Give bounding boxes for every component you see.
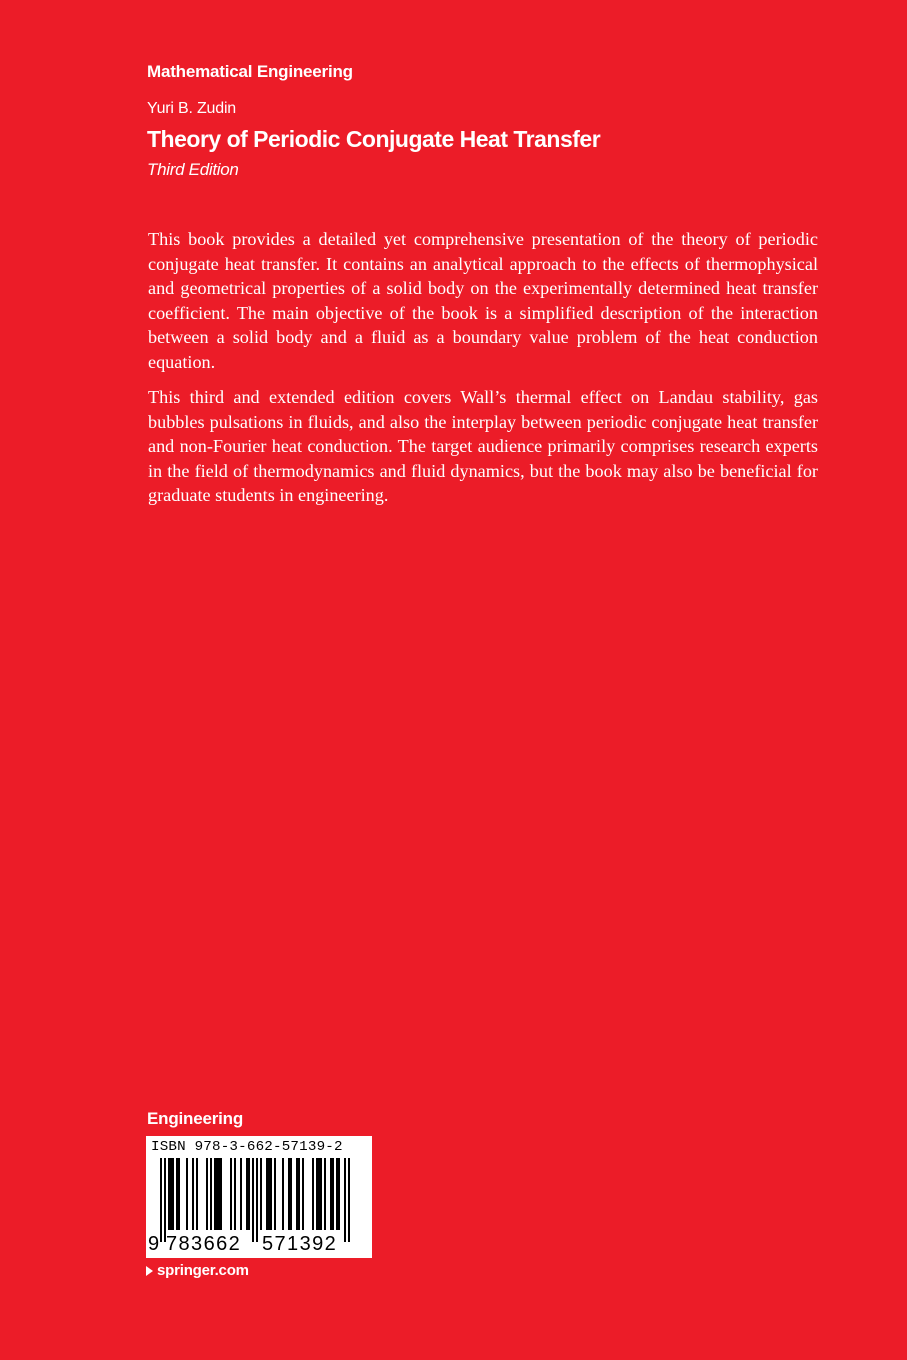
barcode-bar (274, 1158, 276, 1230)
description-paragraph-2: This third and extended edition covers Wall’s thermal effect on Landau stability, gas bubbles pulsations in fluids, and also the interplay between periodic conjugate heat transfer and non-Fourier heat conduction. The target audience primarily comprises research experts in the field of thermodynamics and fluid dynamics, but the book may also be beneficial for graduate students in engineering. (148, 387, 818, 505)
barcode-bar (218, 1158, 220, 1230)
ean-left-group: 783662 (166, 1233, 242, 1255)
barcode-bar (324, 1158, 326, 1230)
subject-category: Engineering (147, 1109, 244, 1128)
barcode-bar (186, 1158, 188, 1230)
barcode-bar (288, 1158, 290, 1230)
publisher-url: springer.com (157, 1262, 249, 1279)
ean-right-group: 571392 (262, 1233, 338, 1255)
barcode-bar (216, 1158, 218, 1230)
barcode-bar (178, 1158, 180, 1230)
barcode-bar (316, 1158, 318, 1230)
barcode-bar (206, 1158, 208, 1230)
barcode-bar (246, 1158, 248, 1230)
barcode-bar (268, 1158, 270, 1230)
publisher-link[interactable] (146, 1262, 249, 1279)
barcode-bar (160, 1158, 162, 1242)
barcode-bar (248, 1158, 250, 1230)
series-name: Mathematical Engineering (147, 62, 353, 81)
barcode-bar (332, 1158, 334, 1230)
barcode-bar (302, 1158, 304, 1230)
barcode-bar (256, 1158, 258, 1242)
barcode-bar (214, 1158, 216, 1230)
barcode-bar (348, 1158, 350, 1242)
barcode-bar (210, 1158, 212, 1230)
barcode-bar (168, 1158, 170, 1230)
barcode-bar (330, 1158, 332, 1230)
barcode-bar (298, 1158, 300, 1230)
barcode-bar (192, 1158, 194, 1230)
barcode-bar (282, 1158, 284, 1230)
barcode-bar (344, 1158, 346, 1242)
barcode-bar (336, 1158, 338, 1230)
author-name: Yuri B. Zudin (147, 100, 237, 117)
barcode-bar (270, 1158, 272, 1230)
barcode-bar (176, 1158, 178, 1230)
barcode-bar (318, 1158, 320, 1230)
barcode-bar (320, 1158, 322, 1230)
isbn-barcode (146, 1136, 372, 1258)
edition-label: Third Edition (147, 160, 239, 179)
barcode-bar (170, 1158, 172, 1230)
book-title: Theory of Periodic Conjugate Heat Transfer (147, 126, 601, 152)
barcode-bar (252, 1158, 254, 1242)
ean-first-digit: 9 (148, 1233, 160, 1255)
barcode-bar (296, 1158, 298, 1230)
barcode-bar (338, 1158, 340, 1230)
arrow-right-icon (146, 1266, 153, 1276)
book-description (148, 227, 818, 519)
barcode-bar (312, 1158, 314, 1230)
barcode-bar (266, 1158, 268, 1230)
barcode-bar (260, 1158, 262, 1230)
description-paragraph-1: This book provides a detailed yet comprehensive presentation of the theory of periodic conjugate heat transfer. It contains an analytical approach to the effects of thermophysical and geometrical properties of a solid body on the experimentally determined heat transfer coefficient. The main objective of the book is a simplified description of the interaction between a solid body and a fluid as a boundary value problem of the heat conduction equation. (148, 229, 818, 372)
barcode-bar (172, 1158, 174, 1230)
isbn-label: ISBN 978-3-662-57139-2 (151, 1139, 343, 1155)
barcode-bar (230, 1158, 232, 1230)
barcode-bar (290, 1158, 292, 1230)
barcode-bar (196, 1158, 198, 1230)
barcode-bar (220, 1158, 222, 1230)
barcode-bar (234, 1158, 236, 1230)
barcode-bar (164, 1158, 166, 1242)
barcode-bar (240, 1158, 242, 1230)
